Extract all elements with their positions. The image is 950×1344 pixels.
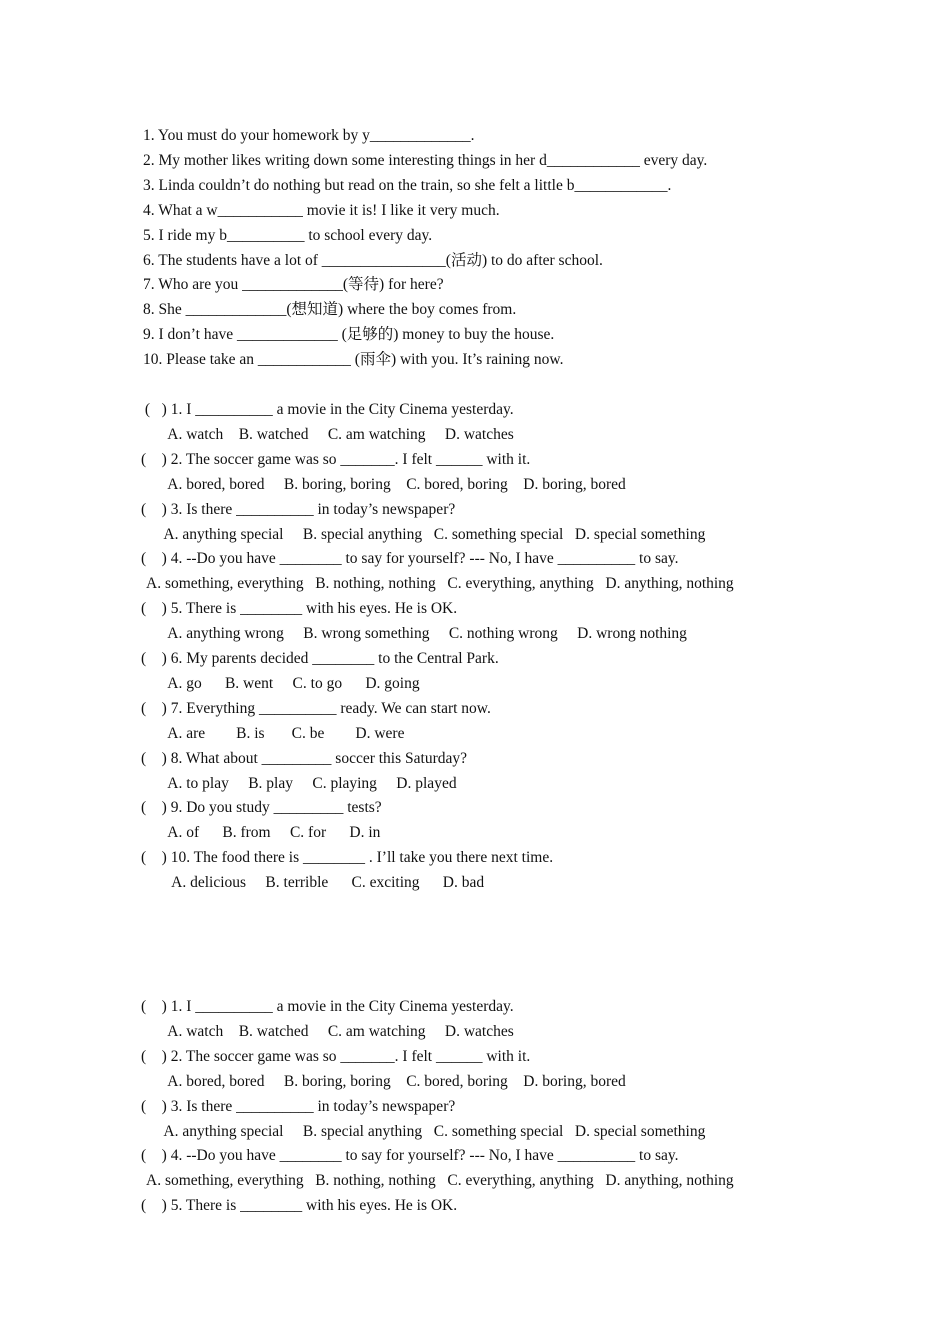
question-line: ( ) 3. Is there __________ in today’s newspaper? — [141, 1097, 456, 1115]
options-line: A. bored, bored B. boring, boring C. bored, boring D. boring, bored — [141, 1072, 626, 1090]
options-line: A. anything special B. special anything C. something special D. special something — [141, 1122, 706, 1140]
options-line: A. anything special B. special anything C. something special D. special something — [141, 525, 706, 543]
fill-in-item: 8. She _____________(想知道) where the boy comes from. — [143, 301, 517, 319]
question-line: ( ) 5. There is ________ with his eyes. He is OK. — [141, 1197, 458, 1215]
question-line: ( ) 8. What about _________ soccer this Saturday? — [141, 749, 467, 767]
question-line: ( ) 10. The food there is ________ . I’ll take you there next time. — [141, 849, 554, 867]
options-line: A. go B. went C. to go D. going — [141, 674, 420, 692]
question-line: ( ) 4. --Do you have ________ to say for yourself? --- No, I have __________ to say. — [141, 550, 679, 568]
question-line: ( ) 3. Is there __________ in today’s newspaper? — [141, 500, 456, 518]
question-line: ( ) 5. There is ________ with his eyes. He is OK. — [141, 600, 458, 618]
fill-in-item: 3. Linda couldn’t do nothing but read on the train, so she felt a little b____________. — [143, 176, 672, 194]
options-line: A. something, everything B. nothing, nothing C. everything, anything D. anything, nothing — [143, 575, 734, 593]
question-line: ( ) 1. I __________ a movie in the City Cinema yesterday. — [141, 998, 514, 1015]
options-line: A. delicious B. terrible C. exciting D. bad — [141, 874, 485, 892]
options-line: A. watch B. watched C. am watching D. watches — [141, 1022, 514, 1040]
question-line: ( ) 4. --Do you have ________ to say for yourself? --- No, I have __________ to say. — [141, 1147, 679, 1165]
question-line: ( ) 1. I __________ a movie in the City Cinema yesterday. — [141, 401, 514, 418]
question-line: ( ) 9. Do you study _________ tests? — [141, 799, 382, 817]
fill-in-item: 5. I ride my b__________ to school every day. — [143, 226, 433, 244]
options-line: A. watch B. watched C. am watching D. watches — [141, 425, 514, 443]
question-line: ( ) 2. The soccer game was so _______. I felt ______ with it. — [141, 450, 531, 468]
question-line: ( ) 6. My parents decided ________ to the Central Park. — [141, 650, 499, 667]
options-line: A. anything wrong B. wrong something C. nothing wrong D. wrong nothing — [141, 625, 687, 643]
options-line: A. bored, bored B. boring, boring C. bored, boring D. boring, bored — [141, 475, 626, 493]
options-line: A. are B. is C. be D. were — [141, 724, 405, 742]
options-line: A. something, everything B. nothing, nothing C. everything, anything D. anything, nothing — [143, 1172, 734, 1190]
question-line: ( ) 7. Everything __________ ready. We can start now. — [141, 699, 491, 717]
fill-in-item: 2. My mother likes writing down some interesting things in her d____________ every day. — [143, 151, 708, 169]
options-line: A. to play B. play C. playing D. played — [141, 774, 457, 792]
fill-in-item: 9. I don’t have _____________ (足够的) money to buy the house. — [143, 326, 555, 344]
question-line: ( ) 2. The soccer game was so _______. I felt ______ with it. — [141, 1047, 531, 1065]
fill-in-item: 10. Please take an ____________ (雨伞) with you. It’s raining now. — [143, 351, 564, 369]
fill-in-item: 6. The students have a lot of ________________(活动) to do after school. — [143, 251, 603, 269]
options-line: A. of B. from C. for D. in — [141, 824, 381, 842]
fill-in-item: 4. What a w___________ movie it is! I like it very much. — [143, 201, 500, 219]
fill-in-item: 7. Who are you _____________(等待) for here? — [143, 276, 444, 294]
fill-in-item: 1. You must do your homework by y_____________. — [143, 127, 475, 144]
